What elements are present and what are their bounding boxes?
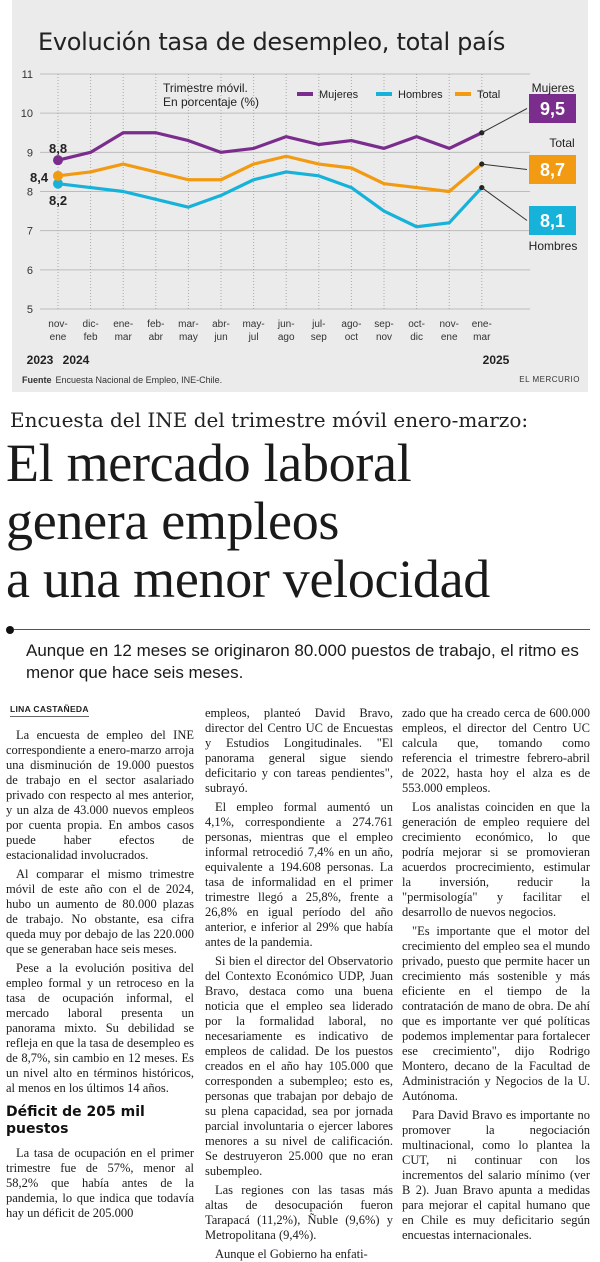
series-line xyxy=(58,133,482,160)
series-line xyxy=(58,172,482,227)
y-tick-label: 5 xyxy=(26,304,33,316)
article-column-3 xyxy=(402,706,590,1243)
series-name-label: Hombres xyxy=(528,239,578,253)
paragraph: Si bien el director del Observatorio del Contexto Económico UDP, Juan Bravo, destaca como una buena noticia que el empleo sea liderado por la formalidad laboral, no necesariamente es indicativo de empleos de calidad. De los puestos creados en el año hay 105.000 que corresponden a subempleo; esto es, personas que trabajan por debajo de su plena capacidad, sea por jornada parcial involuntaria o ejercer labores menores a su nivel de calificación. Se destruyeron 25.000 que no eran subempleo. xyxy=(205,954,393,1178)
x-tick-label: abr xyxy=(148,332,164,343)
x-tick-label: mar xyxy=(114,332,132,343)
x-tick-label: ago- xyxy=(341,319,362,330)
x-tick-label: sep- xyxy=(374,319,394,330)
x-tick-label: ene xyxy=(49,332,67,343)
legend-label: Hombres xyxy=(398,89,443,101)
paragraph: La encuesta de empleo del INE correspondiente a enero-marzo arroja una disminución de 19.000 puestos de trabajo en el sector asalariado privado con respecto al mes anterior, y un alza de 43.000 nuevos empleos por cuenta propia. En ambos casos puede haber efectos de estacionalidad involucrados. xyxy=(6,728,194,862)
x-tick-label: nov xyxy=(375,332,393,343)
chart-credit: EL MERCURIO xyxy=(519,375,580,384)
x-tick-label: mar xyxy=(473,332,491,343)
paragraph: zado que ha creado cerca de 600.000 empleos, el director del Centro UC calcula que, tomando como referencia el trimestre febrero-abril de 2022, hasta hoy el alza es de 553.000 empleos. xyxy=(402,706,590,795)
y-tick-label: 7 xyxy=(26,225,33,238)
x-tick-label: dic- xyxy=(82,319,99,330)
x-tick-label: abr- xyxy=(212,319,230,330)
x-tick-label: nov- xyxy=(439,319,459,330)
headline-line: a una menor velocidad xyxy=(6,549,490,609)
y-tick-label: 10 xyxy=(20,108,33,121)
year-label: 2024 xyxy=(62,353,90,367)
series-leader-line xyxy=(482,164,527,169)
series-start-label: 8,2 xyxy=(49,193,68,208)
headline-line: genera empleos xyxy=(6,491,340,551)
series-start-point xyxy=(53,155,63,165)
series-start-point xyxy=(53,171,63,181)
x-tick-label: mar- xyxy=(178,319,199,330)
x-tick-label: dic xyxy=(410,332,423,343)
x-tick-label: may- xyxy=(242,319,265,330)
paragraph: Pese a la evolución positiva del empleo formal y un retroceso en la tasa de ocupación informal, el mercado laboral presenta un panorama mixto. Su debilidad se refleja en que la tasa de desempleo es de 8,7%, sin cambio en 12 meses. Es un nivel alto en términos históricos, al menos en los últimos 14 años. xyxy=(6,961,194,1095)
series-leader-line xyxy=(482,188,527,221)
chart-source xyxy=(22,375,222,385)
paragraph: Al comparar el mismo trimestre móvil de este año con el de 2024, hubo un aumento de 80.000 plazas de trabajo. No obstante, esa cifra queda muy por debajo de las 220.000 que se generaban hace seis meses. xyxy=(6,867,194,956)
chart-plot xyxy=(0,0,600,392)
x-tick-label: ago xyxy=(277,332,295,343)
source-label: Fuente xyxy=(22,375,52,385)
article-byline: LINA CASTAÑEDA xyxy=(10,704,89,717)
subhead-bullet xyxy=(6,626,14,634)
series-line xyxy=(58,156,482,191)
x-tick-label: jun- xyxy=(277,319,295,330)
x-tick-label: feb- xyxy=(147,319,165,330)
paragraph: El empleo formal aumentó un 4,1%, correspondiente a 274.761 personas, mientras que el empleo informal retrocedió 7,4% en un año, equivalente a 194.608 personas. La tasa de informalidad en el primer trimestre llegó a 25,8%, frente a 26,8% en igual período del año anterior, e inferior al 29% que había antes de la pandemia. xyxy=(205,800,393,949)
x-tick-label: oct xyxy=(344,332,359,343)
y-tick-label: 11 xyxy=(21,69,33,81)
year-label: 2023 xyxy=(26,353,54,367)
x-tick-label: oct- xyxy=(408,319,425,330)
x-tick-label: may xyxy=(178,332,198,343)
legend-label: Total xyxy=(477,89,501,101)
article-subhead: Aunque en 12 meses se originaron 80.000 puestos de trabajo, el ritmo es menor que hace seis meses. xyxy=(26,641,579,682)
y-tick-label: 9 xyxy=(26,147,33,160)
x-tick-label: nov- xyxy=(48,319,68,330)
x-tick-label: sep xyxy=(310,332,327,343)
series-name-label: Mujeres xyxy=(531,81,575,95)
paragraph: empleos, planteó David Bravo, director del Centro UC de Encuestas y Estudios Longitudinales. "El panorama general sigue siendo deficitario y con tareas pendientes", subrayó. xyxy=(205,706,393,795)
x-tick-label: ene xyxy=(440,332,458,343)
article-kicker: Encuesta del INE del trimestre móvil enero-marzo: xyxy=(10,408,529,432)
paragraph: La tasa de ocupación en el primer trimestre fue de 57%, menor al 58,2% que había antes de la pandemia, lo que indica que todavía hay un déficit de 205.000 xyxy=(6,1146,194,1220)
x-tick-label: ene- xyxy=(113,319,134,330)
legend-label: Mujeres xyxy=(319,89,359,101)
x-tick-label: jul- xyxy=(312,319,326,330)
chart-subtitle-line2: En porcentaje (%) xyxy=(163,95,260,109)
source-text: Encuesta Nacional de Empleo, INE-Chile. xyxy=(55,375,223,385)
series-start-label: 8,8 xyxy=(49,141,68,156)
year-label: 2025 xyxy=(482,353,510,367)
series-end-label: 8,1 xyxy=(539,211,566,231)
series-end-label: 9,5 xyxy=(539,99,566,119)
series-start-label: 8,4 xyxy=(30,170,49,185)
series-name-label: Total xyxy=(549,136,575,150)
series-leader-line xyxy=(482,109,527,133)
article-column-1 xyxy=(6,728,194,1221)
paragraph: Las regiones con las tasas más altas de desocupación fueron Tarapacá (11,2%), Ñuble (9,6%) y Metropolitana (9,4%). xyxy=(205,1183,393,1242)
x-tick-label: jun xyxy=(214,332,228,343)
y-tick-label: 6 xyxy=(26,264,33,277)
headline-line: El mercado laboral xyxy=(6,433,412,493)
chart-subtitle-line1: Trimestre móvil. xyxy=(163,81,248,95)
y-tick-label: 8 xyxy=(26,186,33,199)
paragraph: Los analistas coinciden en que la generación de empleo requiere del crecimiento económico, lo que podría mejorar si se promovieran acuerdos procrecimiento, estimular la inversión, reducir la "permisología" y facilitar el desarrollo de nuevos negocios. xyxy=(402,800,590,919)
subhead-rule xyxy=(14,629,590,630)
section-title: Déficit de 205 mil puestos xyxy=(6,1104,145,1137)
article-headline xyxy=(6,434,490,608)
paragraph: Aunque el Gobierno ha enfati- xyxy=(215,1247,368,1261)
x-tick-label: feb xyxy=(83,332,98,343)
paragraph: "Es importante que el motor del crecimiento del empleo sea el mundo privado, puesto que permite hacer un crecimiento más sostenible y más eficiente en el tiempo de la contratación de mano de obra. De ahí que es importante ver qué políticas podemos implementar para fortalecer ese crecimiento", dijo Rodrigo Montero, decano de la Facultad de Administración y Negocios de la U. Autónoma. xyxy=(402,924,590,1103)
chart-title: Evolución tasa de desempleo, total país xyxy=(38,28,506,56)
paragraph: Para David Bravo es importante no promover la negociación multinacional, como lo plantea la CUT, ni continuar con los incrementos del salario mínimo (ver B 2). Juan Bravo apunta a medidas para mejorar el capital humano que en Chile es muy deficitario según encuestas internacionales. xyxy=(402,1108,590,1242)
x-tick-label: jul xyxy=(248,332,259,343)
x-tick-label: ene- xyxy=(471,319,492,330)
article-column-2 xyxy=(205,706,393,1262)
series-end-label: 8,7 xyxy=(539,160,566,180)
